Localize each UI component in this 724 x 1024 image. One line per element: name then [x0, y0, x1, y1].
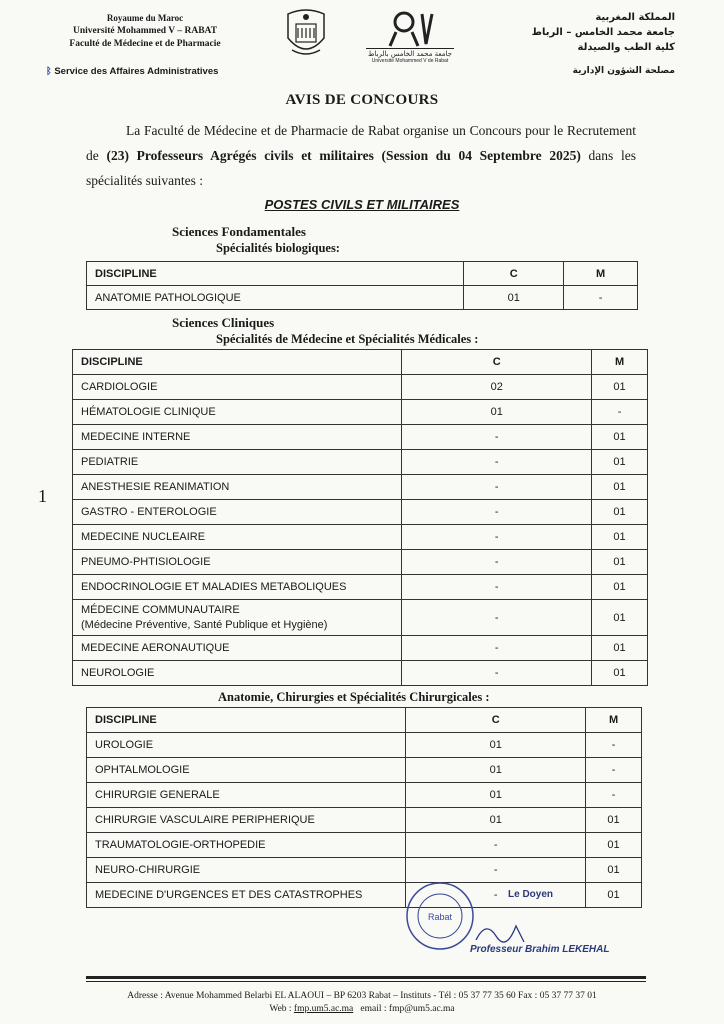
cell-c: 01: [406, 783, 586, 808]
cell-c: -: [402, 450, 592, 475]
header-discipline: DISCIPLINE: [73, 350, 402, 375]
cell-c: -: [402, 500, 592, 525]
header-university-ar: جامعة محمد الخامس – الرباط: [531, 27, 675, 38]
cell-c: -: [402, 575, 592, 600]
cell-m: 01: [592, 450, 648, 475]
service-admin: [46, 66, 218, 77]
discipline-name: CHIRURGIE GENERALE: [95, 789, 220, 801]
cell-c: -: [402, 425, 592, 450]
cell-m: 01: [592, 600, 648, 636]
cell-m: 01: [586, 833, 642, 858]
table-row: [73, 550, 648, 575]
cell-m: 01: [592, 425, 648, 450]
table-row: [73, 600, 648, 636]
cell-c: -: [402, 550, 592, 575]
service-label: Service des Affaires Administratives: [54, 66, 219, 77]
discipline-subtitle: (Médecine Préventive, Santé Publique et Hygiène): [81, 618, 328, 631]
discipline-name: NEURO-CHIRURGIE: [95, 864, 201, 876]
cell-m: 01: [592, 525, 648, 550]
cell-c: 01: [406, 758, 586, 783]
table-row: [73, 400, 648, 425]
discipline-name: UROLOGIE: [95, 739, 154, 751]
header-c: C: [406, 708, 586, 733]
table-row: [73, 636, 648, 661]
cell-m: 01: [592, 636, 648, 661]
cell-discipline: [87, 833, 406, 858]
intro-paragraph: [86, 118, 636, 193]
discipline-name: GASTRO - ENTEROLOGIE: [81, 506, 217, 518]
table-header-row: [87, 262, 638, 286]
table-row: [87, 858, 642, 883]
signature-scribble: [472, 916, 532, 946]
web-link[interactable]: fmp.um5.ac.ma: [293, 1004, 354, 1014]
header-m: M: [564, 262, 638, 286]
cell-c: 01: [464, 286, 564, 310]
table-chirurgicales: [86, 707, 642, 908]
cell-discipline: [73, 400, 402, 425]
cell-discipline: [87, 808, 406, 833]
cell-discipline: [73, 375, 402, 400]
address-line: Adresse : Avenue Mohammed Belarbi EL ALAOUI – BP 6203 Rabat – Instituts - Tél : 05 37 77 35 60 Fax : 05 37 77 37 01: [127, 991, 597, 1001]
heading-fondamentales: Sciences Fondamentales: [172, 224, 306, 239]
page-title: AVIS DE CONCOURS: [285, 92, 439, 108]
discipline-name: MEDECINE D'URGENCES ET DES CATASTROPHES: [95, 889, 363, 901]
header-discipline: DISCIPLINE: [87, 708, 406, 733]
discipline-name: ANATOMIE PATHOLOGIQUE: [95, 291, 241, 304]
service-icon: ᛒ: [46, 66, 52, 77]
table-row: [87, 733, 642, 758]
header-kingdom-ar: المملكة المغربية: [595, 12, 675, 23]
university-logo: [360, 8, 460, 62]
cell-m: 01: [586, 858, 642, 883]
table-row: [73, 500, 648, 525]
cell-m: 01: [592, 475, 648, 500]
cell-m: -: [586, 783, 642, 808]
table-medicales: [72, 349, 648, 686]
discipline-name: MEDECINE NUCLEAIRE: [81, 531, 206, 543]
footer-divider-thin: [86, 981, 646, 982]
header-right: [515, 10, 675, 55]
cell-discipline: [73, 550, 402, 575]
table-biologiques: [86, 261, 638, 310]
cell-c: -: [406, 883, 586, 908]
cell-discipline: [73, 500, 402, 525]
cell-m: 01: [586, 883, 642, 908]
cell-m: 01: [592, 375, 648, 400]
discipline-name: MEDECINE INTERNE: [81, 431, 191, 443]
header-m: M: [586, 708, 642, 733]
cell-discipline: [87, 286, 464, 310]
cell-c: 01: [406, 808, 586, 833]
cell-m: 01: [586, 808, 642, 833]
table-header-row: [87, 708, 642, 733]
cell-discipline: [73, 425, 402, 450]
doyen-label: Le Doyen: [508, 889, 554, 900]
cell-m: 01: [592, 500, 648, 525]
service-admin-ar: مصلحة الشؤون الإدارية: [572, 66, 675, 76]
cell-discipline: [73, 575, 402, 600]
cell-m: -: [586, 733, 642, 758]
stamp-city: Rabat: [427, 912, 453, 922]
footer-divider: [86, 976, 646, 979]
discipline-name: TRAUMATOLOGIE-ORTHOPEDIE: [95, 839, 266, 851]
cell-discipline: [87, 733, 406, 758]
table-row: [73, 375, 648, 400]
cell-m: -: [592, 400, 648, 425]
logo-text-ar: جامعة محمد الخامس بالرباط: [367, 50, 453, 58]
discipline-name: ENDOCRINOLOGIE ET MALADIES METABOLIQUES: [81, 581, 347, 593]
cell-m: 01: [592, 661, 648, 686]
cell-discipline: [73, 525, 402, 550]
header-m: M: [592, 350, 648, 375]
cell-discipline: [87, 883, 406, 908]
cell-c: -: [406, 858, 586, 883]
web-label: Web :: [269, 1004, 294, 1014]
cell-c: -: [402, 475, 592, 500]
cell-discipline: [87, 758, 406, 783]
table-row: [87, 883, 642, 908]
cell-m: 01: [592, 575, 648, 600]
table-header-row: [73, 350, 648, 375]
discipline-name: NEUROLOGIE: [81, 667, 155, 680]
table-row: [73, 575, 648, 600]
cell-c: -: [402, 600, 592, 636]
heading-cliniques: Sciences Cliniques: [172, 315, 275, 330]
cell-c: -: [402, 525, 592, 550]
coat-of-arms-logo: [284, 8, 328, 60]
heading-chirurgicales: Anatomie, Chirurgies et Spécialités Chirurgicales :: [218, 690, 490, 704]
header-c: C: [464, 262, 564, 286]
footer-address: [0, 990, 724, 1016]
table-row: [87, 286, 638, 310]
intro-part1: La Faculté de Médecine et de Pharmacie de Rabat organise un Concours pour le Recrutement de: [86, 123, 636, 163]
cell-discipline: [87, 858, 406, 883]
email-link[interactable]: fmp@um5.ac.ma: [388, 1004, 455, 1014]
cell-m: -: [586, 758, 642, 783]
table-row: [73, 450, 648, 475]
cell-discipline: [73, 475, 402, 500]
cell-discipline: [73, 450, 402, 475]
page-number: 1: [38, 486, 47, 506]
cell-m: -: [564, 286, 638, 310]
heading-biologiques: Spécialités biologiques:: [216, 241, 340, 255]
table-row: [87, 758, 642, 783]
discipline-name: MÉDECINE COMMUNAUTAIRE: [81, 603, 240, 616]
discipline-name: MEDECINE AERONAUTIQUE: [81, 642, 230, 655]
cell-m: 01: [592, 550, 648, 575]
table-row: [73, 475, 648, 500]
table-row: [87, 808, 642, 833]
cell-discipline: [73, 636, 402, 661]
intro-part2: dans les spécialités suivantes :: [86, 148, 636, 188]
section-subtitle: POSTES CIVILS ET MILITAIRES: [264, 197, 460, 212]
cell-discipline: [73, 661, 402, 686]
header-left: [40, 12, 250, 51]
discipline-name: OPHTALMOLOGIE: [95, 764, 190, 776]
table-row: [73, 425, 648, 450]
header-kingdom: Royaume du Maroc: [106, 13, 184, 23]
discipline-name: PEDIATRIE: [81, 456, 139, 468]
cell-c: -: [402, 661, 592, 686]
discipline-name: HÉMATOLOGIE CLINIQUE: [81, 406, 216, 418]
header-faculty-ar: كلية الطب والصيدلة: [577, 42, 675, 53]
dean-name: Professeur Brahim LEKEHAL: [470, 944, 610, 955]
discipline-name: CHIRURGIE VASCULAIRE PERIPHERIQUE: [95, 814, 315, 826]
discipline-name: PNEUMO-PHTISIOLOGIE: [81, 556, 211, 568]
cell-c: -: [406, 833, 586, 858]
header-discipline: DISCIPLINE: [87, 262, 464, 286]
cell-c: 01: [406, 733, 586, 758]
cell-c: 02: [402, 375, 592, 400]
cell-discipline: [87, 783, 406, 808]
discipline-name: ANESTHESIE REANIMATION: [81, 481, 230, 493]
table-row: [87, 783, 642, 808]
cell-c: 01: [402, 400, 592, 425]
table-row: [87, 833, 642, 858]
intro-bold: (23) Professeurs Agrégés civils et militaires (Session du 04 Septembre 2025): [106, 148, 581, 163]
official-stamp: [402, 880, 478, 952]
heading-medicales: Spécialités de Médecine et Spécialités Médicales :: [216, 332, 479, 346]
cell-discipline: [73, 600, 402, 636]
discipline-name: CARDIOLOGIE: [81, 381, 158, 393]
email-label: email :: [360, 1004, 389, 1014]
table-row: [73, 661, 648, 686]
header-university: Université Mohammed V – RABAT: [72, 26, 218, 36]
logo-text-fr: Université Mohammed V de Rabat: [371, 58, 449, 62]
cell-c: -: [402, 636, 592, 661]
header-faculty: Faculté de Médecine et de Pharmacie: [69, 39, 221, 49]
header-c: C: [402, 350, 592, 375]
table-row: [73, 525, 648, 550]
